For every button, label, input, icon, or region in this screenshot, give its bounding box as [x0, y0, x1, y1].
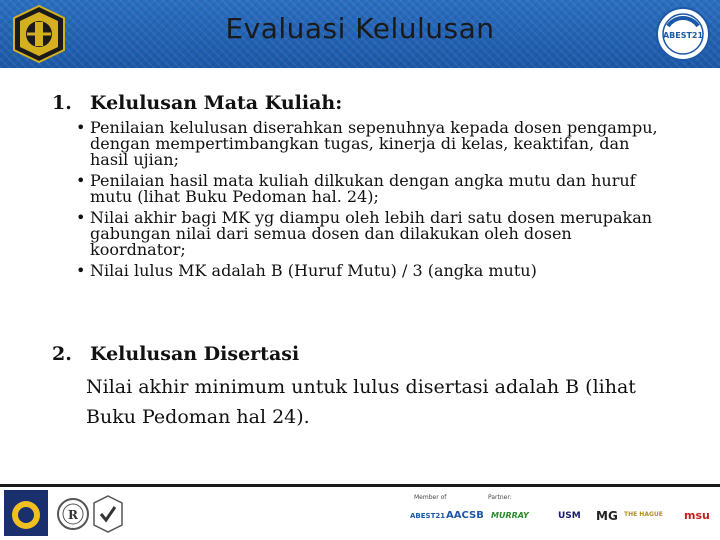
- university-emblem-icon: [4, 490, 48, 536]
- section1-title: Kelulusan Mata Kuliah:: [90, 92, 343, 114]
- bullet-item: • Penilaian kelulusan diserahkan sepenuhnya kepada dosen pengampu, dengan mempertimbangkan tugas, kinerja di kelas, keaktifan, dan hasil ujian;: [76, 120, 666, 168]
- msu-logo: msu: [684, 509, 710, 522]
- bullet-item: • Penilaian hasil mata kuliah dilkukan dengan angka mutu dan huruf mutu (lihat Buku Pedoman hal. 24);: [76, 173, 666, 205]
- header-banner: [0, 0, 720, 68]
- abest21-logo-text: ABEST21: [662, 31, 704, 40]
- section1-heading: [52, 92, 342, 114]
- bullet-item: • Nilai lulus MK adalah B (Huruf Mutu) / 3 (angka mutu): [76, 263, 666, 279]
- svg-text:R: R: [68, 508, 78, 522]
- the-hague-logo: THE HAGUE: [624, 511, 663, 518]
- usm-logo: USM: [558, 511, 581, 521]
- section1-bullet-list: [76, 120, 666, 284]
- partner-label: Partner:: [488, 494, 512, 501]
- bullet-item: • Nilai akhir bagi MK yg diampu oleh lebih dari satu dosen merupakan gabungan nilai dari semua dosen dan dilakukan oleh dosen koordnator;: [76, 210, 666, 258]
- member-label: Member of: [414, 494, 447, 501]
- abest21-logo-icon: [654, 6, 712, 62]
- ukas-check-icon: [92, 494, 124, 534]
- certification-r-icon: [56, 494, 90, 534]
- mg-logo: MG: [596, 509, 618, 523]
- section2-heading: [52, 343, 299, 365]
- abest21-footer-logo: ABEST21: [410, 512, 446, 520]
- aacsb-logo: AACSB: [446, 510, 484, 521]
- section2-title: Kelulusan Disertasi: [90, 343, 300, 365]
- murray-logo: MURRAY: [491, 511, 529, 520]
- footer-divider: [0, 484, 720, 487]
- section2-paragraph: Nilai akhir minimum untuk lulus disertasi adalah B (lihat Buku Pedoman hal 24).: [86, 376, 636, 428]
- section2-number: 2.: [52, 343, 72, 365]
- section1-number: 1.: [52, 92, 72, 114]
- page-title: Evaluasi Kelulusan: [225, 12, 495, 45]
